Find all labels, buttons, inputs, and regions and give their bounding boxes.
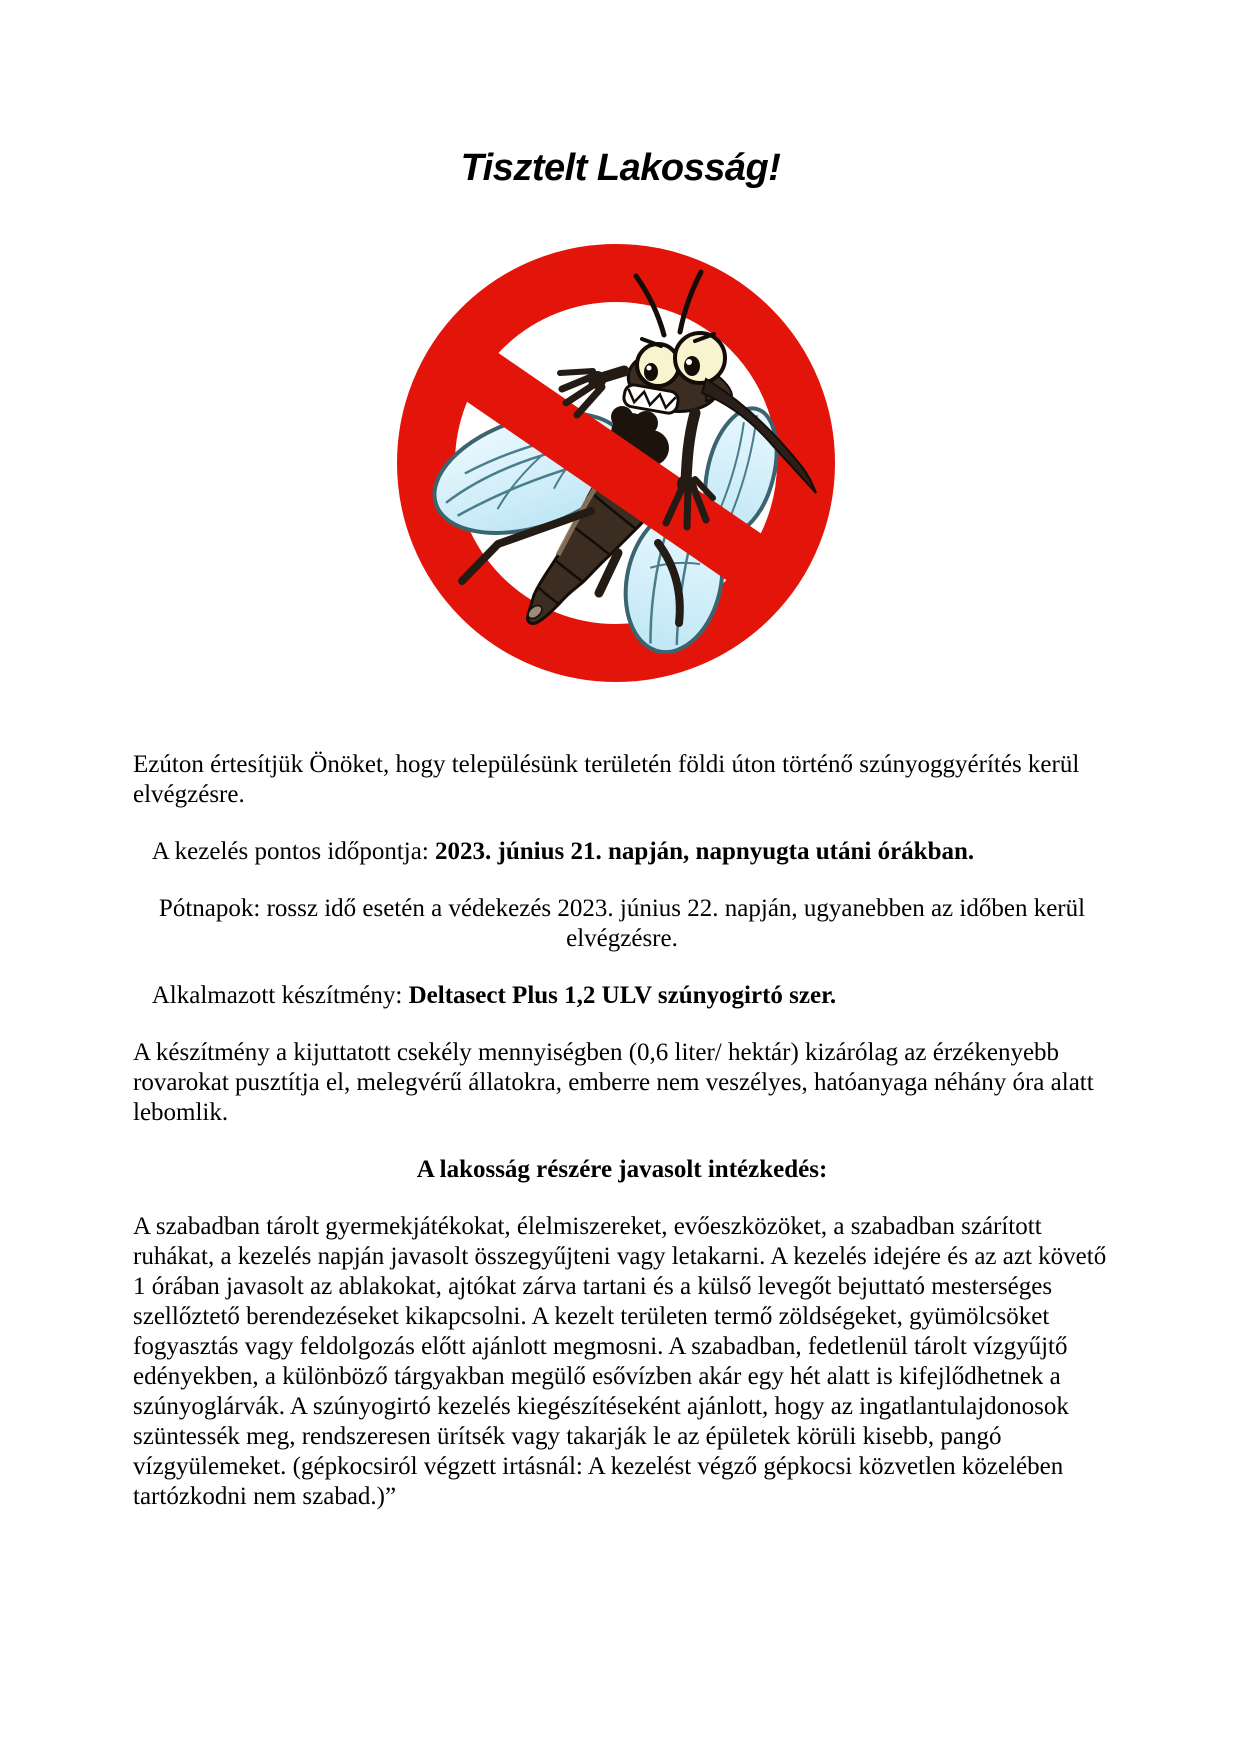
page-title: Tisztelt Lakosság! [460, 147, 781, 189]
mosquito-claw-palm-left [588, 371, 606, 389]
schedule-label: A kezelés pontos időpontja: [133, 838, 436, 865]
paragraph-product [133, 981, 1111, 1011]
paragraph-intro [133, 750, 1111, 810]
mosquito-claw-palm-right [677, 475, 695, 493]
product-name: Deltasect Plus 1,2 ULV szúnyogirtó szer. [408, 982, 837, 1009]
backup-days-text: Pótnapok: rossz idő esetén a védekezés 2023. június 22. napján, ugyanebben az időben kerül elvégzésre. [158, 895, 1092, 952]
product-label: Alkalmazott készítmény: [133, 982, 409, 1009]
prohibition-sign-graphic [396, 243, 836, 683]
paragraph-advice [133, 1212, 1111, 1512]
advice-heading-text: A lakosság részére javasolt intézkedés: [416, 1156, 828, 1183]
no-mosquito-figure [396, 243, 836, 683]
product-info-text: A készítmény a kijuttatott csekély mennyiségben (0,6 liter/ hektár) kizárólag az érzékenyebb rovarokat pusztítja el, melegvérű állatokra, emberre nem veszélyes, hatóanyaga néhány óra alatt lebomlik. [133, 1039, 1100, 1126]
advice-heading [133, 1155, 1111, 1185]
advice-body-text: A szabadban tárolt gyermekjátékokat, élelmiszereket, evőeszközöket, a szabadban szárított ruhákat, a kezelés napján javasolt összegyűjteni vagy letakarni. A kezelés idejére és az azt követő 1 órában javasolt az ablakokat, ajtókat zárva tartani és a külső levegőt bejuttató mesterséges szellőztető berendezéseket kikapcsolni. A kezelt területen termő zöldségeket, gyümölcsöket fogyasztás vagy feldolgozás előtt ajánlott megmosni. A szabadban, fedetlenül tárolt vízgyűjtő edényekben, a különböző tárgyakban megülő esővízben akár egy hét alatt is kifejlődhetnek a szúnyoglárvák. A szúnyogirtó kezelés kiegészítéseként ajánlott, hogy az ingatlantulajdonosok szüntessék meg, rendszeresen ürítsék vagy takarják le az épületek körüli kisebb, pangó vízgyülemeket. (gépkocsiról végzett irtásnál: A kezelést végző gépkocsi közvetlen közelében tartózkodni nem szabad.)” [133, 1213, 1113, 1510]
paragraph-product-info [133, 1038, 1111, 1128]
paragraph-backup-days [133, 894, 1111, 954]
schedule-date: 2023. június 21. napján, napnyugta utáni órákban. [435, 838, 975, 865]
paragraph-schedule [133, 837, 1111, 867]
notice-body [133, 750, 1111, 1539]
intro-text: Ezúton értesítjük Önöket, hogy településünk területén földi úton történő szúnyoggyérítés kerül elvégzésre. [133, 751, 1086, 808]
